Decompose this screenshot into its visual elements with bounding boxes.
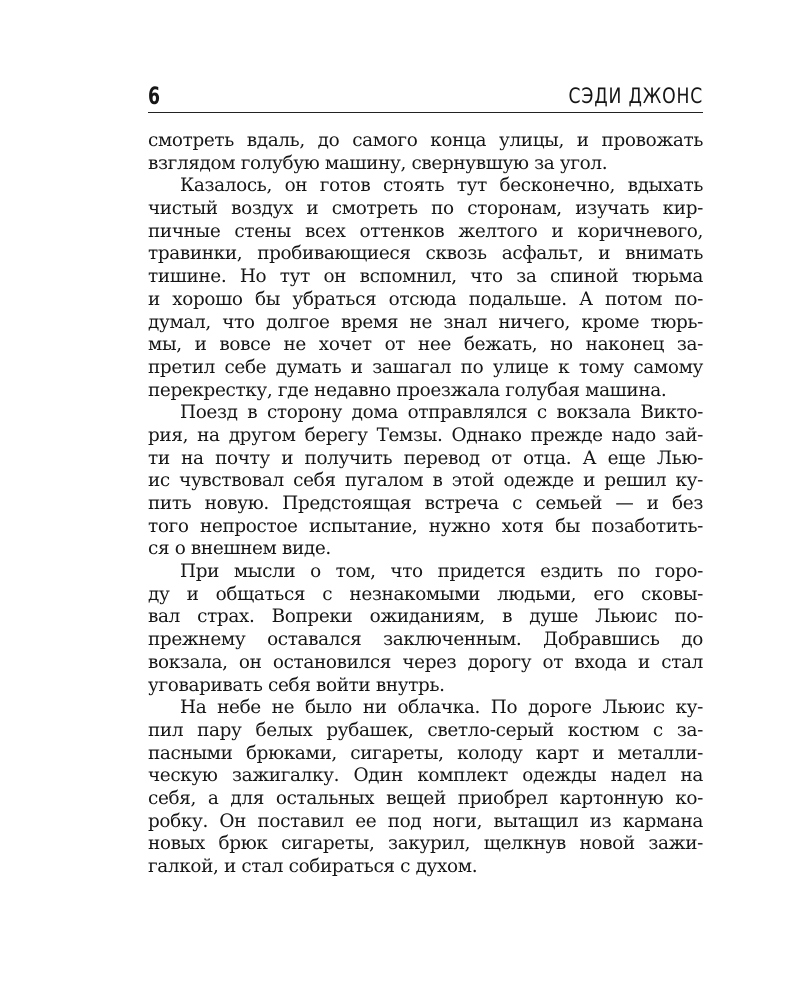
text-line: себя, а для остальных вещей приобрел картонную ко-: [148, 787, 703, 809]
text-line: Казалось, он готов стоять тут бесконечно, вдыхать: [180, 175, 703, 197]
text-line: ду и общаться с незнакомыми людьми, его сковы-: [148, 583, 703, 605]
text-line: травинки, пробивающиеся сквозь асфальт, и внимать: [148, 243, 703, 265]
text-line: смотреть вдаль, до самого конца улицы, и провожать: [148, 130, 703, 151]
text-line: чистый воздух и смотреть по сторонам, изучать кир-: [148, 198, 703, 220]
page-header: [148, 82, 703, 113]
text-line: того непростое испытание, нужно хотя бы позаботить-: [148, 515, 703, 537]
text-line: новых брюк сигареты, закурил, щелкнув новой зажи-: [148, 833, 703, 855]
text-line: думал, что долгое время не знал ничего, кроме тюрь-: [148, 311, 703, 333]
text-line: На небе не было ни облачка. По дороге Льюис ку-: [180, 697, 703, 719]
text-line: претил себе думать и зашагал по улице к тому самому: [148, 356, 703, 378]
text-line: перекрестку, где недавно проезжала голубая машина.: [148, 379, 667, 401]
text-line: галкой, и стал собираться с духом.: [148, 856, 478, 877]
text-line: уговаривать себя войти внутрь.: [148, 674, 445, 696]
text-line: тишине. Но тут он вспомнил, что за спиной тюрьма: [148, 266, 703, 288]
text-line: взглядом голубую машину, свернувшую за угол.: [148, 152, 608, 174]
text-line: Поезд в сторону дома отправлялся с вокзала Викто-: [180, 402, 703, 424]
text-line: рия, на другом берегу Темзы. Однако прежде надо зай-: [148, 424, 703, 446]
body-text: [148, 130, 703, 879]
text-line: пичные стены всех оттенков желтого и коричневого,: [148, 220, 703, 242]
text-line: пасными брюками, сигареты, колоду карт и металли-: [148, 742, 703, 764]
text-line: робку. Он поставил ее под ноги, вытащил из кармана: [148, 810, 703, 832]
text-line: мы, и вовсе не хочет от нее бежать, но наконец за-: [148, 334, 703, 356]
text-line: При мысли о том, что придется ездить по горо-: [180, 561, 703, 583]
text-line: прежнему оставался заключенным. Добравшись до: [148, 629, 703, 651]
text-line: пить новую. Предстоящая встреча с семьей — и без: [148, 493, 703, 514]
running-head-author: СЭДИ ДЖОНС: [568, 84, 703, 108]
text-line: и хорошо бы убраться отсюда подальше. А потом по-: [148, 288, 703, 310]
text-line: ческую зажигалку. Один комплект одежды надел на: [148, 765, 703, 787]
page-number: 6: [148, 82, 160, 110]
text-line: пил пару белых рубашек, светло-серый костюм с за-: [148, 719, 703, 741]
text-line: вал страх. Вопреки ожиданиям, в душе Льюис по-: [148, 606, 703, 628]
text-line: вокзала, он остановился через дорогу от входа и стал: [148, 651, 703, 673]
text-line: ис чувствовал себя пугалом в этой одежде и решил ку-: [148, 470, 703, 492]
text-line: ся о внешнем виде.: [148, 538, 331, 560]
text-line: ти на почту и получить перевод от отца. А еще Лью-: [148, 447, 703, 469]
